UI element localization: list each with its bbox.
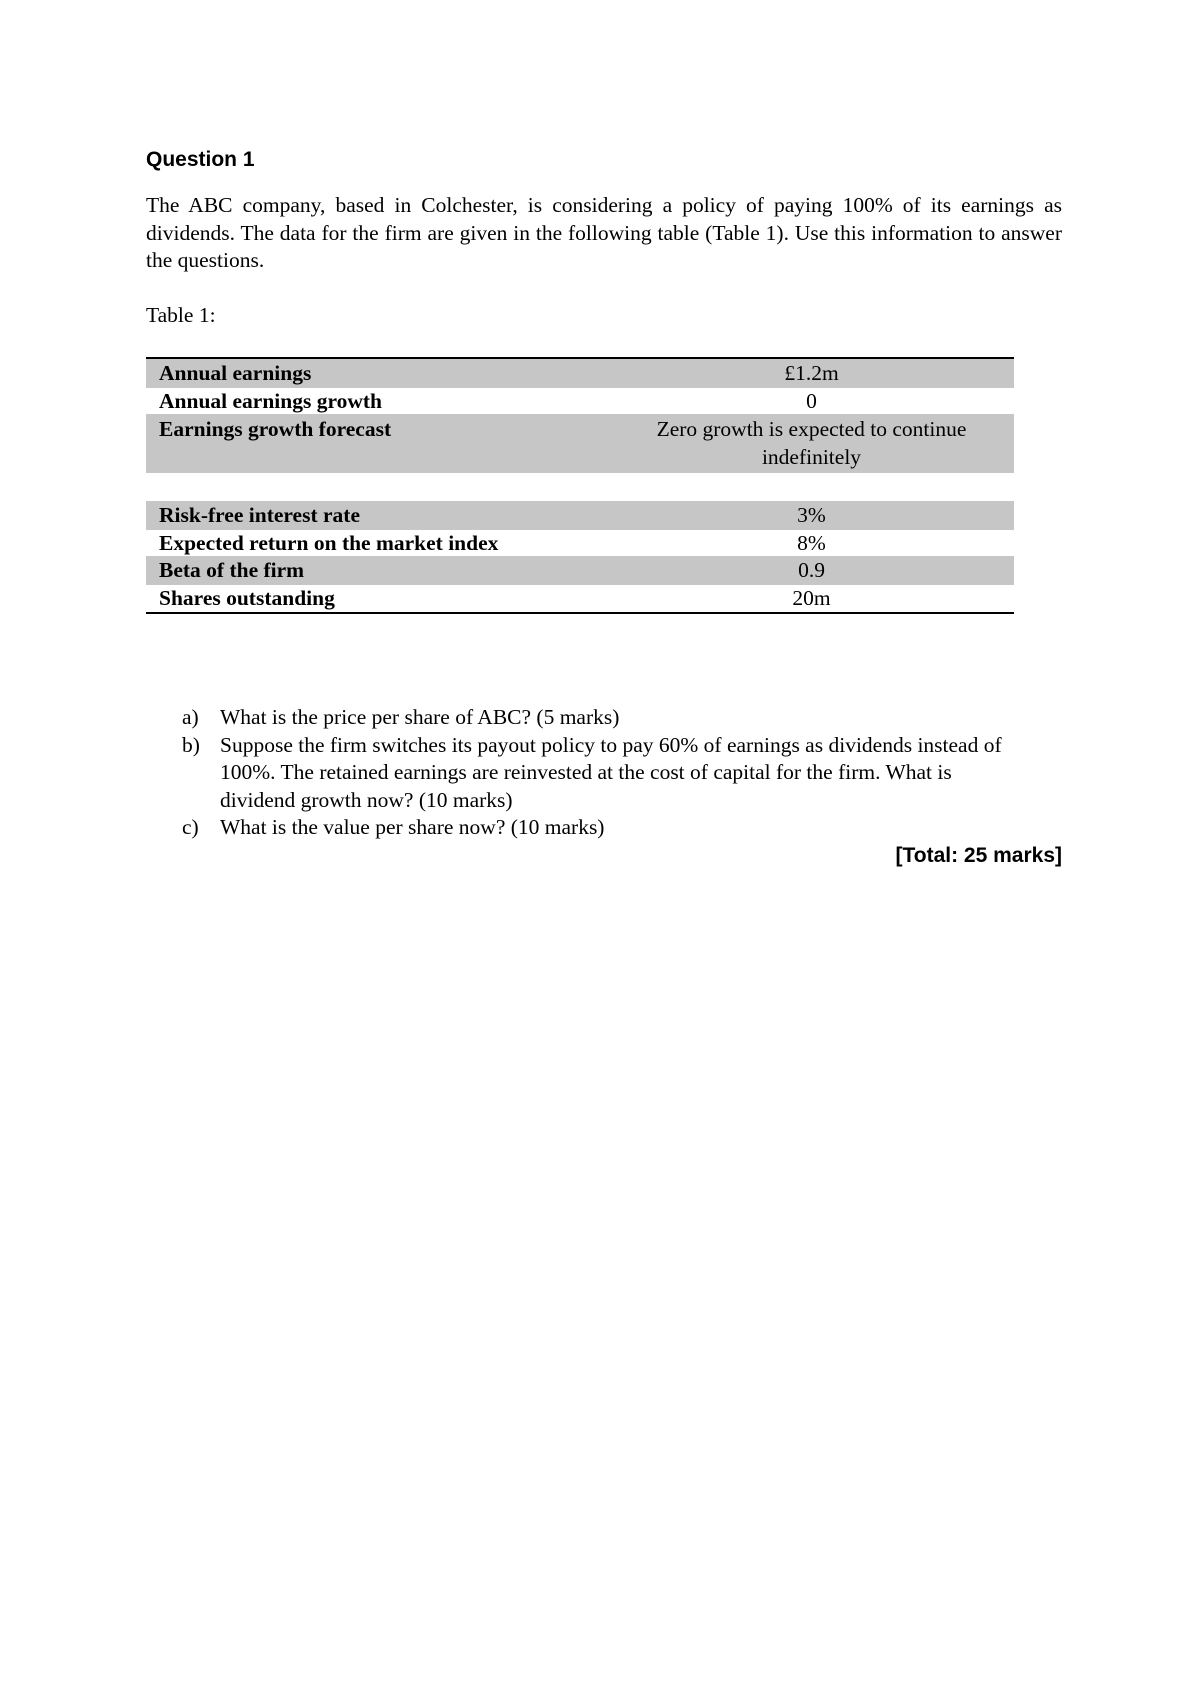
row-label: Shares outstanding [146, 585, 609, 613]
spacer-cell [146, 473, 609, 501]
part-label: b) [182, 732, 200, 757]
table-row [146, 414, 1014, 473]
part-text: Suppose the firm switches its payout policy to pay 60% of earnings as dividends instead of 100%. The retained earnings are reinvested at the cost of capital for the firm. What is dividend growth now? (10 marks) [220, 732, 1002, 812]
row-value: 8% [797, 531, 826, 555]
firm-data-table [146, 357, 1014, 614]
row-value: 0 [806, 389, 817, 413]
question-part [182, 732, 1002, 815]
table-row [146, 530, 1014, 556]
question-parts-list [182, 704, 1002, 842]
row-label: Annual earnings [146, 358, 609, 388]
table-caption: Table 1: [146, 303, 216, 327]
spacer-cell [609, 473, 1014, 501]
row-value-text: Zero growth is expected to continue indefinitely [656, 417, 967, 469]
table-row [146, 556, 1014, 585]
question-intro: The ABC company, based in Colchester, is considering a policy of paying 100% of its earnings as dividends. The data for the firm are given in the following table (Table 1). Use this information to answer the questions. [146, 193, 1062, 272]
part-text: What is the value per share now? (10 marks) [220, 815, 605, 839]
part-label: c) [182, 815, 199, 839]
row-label: Annual earnings growth [159, 389, 383, 413]
row-value: 20m [609, 585, 1014, 613]
total-marks: [Total: 25 marks] [895, 844, 1062, 867]
table-row [146, 585, 1014, 613]
part-text: What is the price per share of ABC? (5 marks) [220, 705, 620, 729]
table-row [146, 388, 1014, 414]
row-value: 0.9 [609, 556, 1014, 585]
row-label: Risk-free interest rate [146, 501, 609, 530]
row-label: Earnings growth forecast [146, 414, 609, 473]
row-value: £1.2m [609, 358, 1014, 388]
row-label: Expected return on the market index [159, 531, 499, 555]
table-row [146, 501, 1014, 530]
part-label: a) [182, 705, 199, 729]
row-label: Beta of the firm [146, 556, 609, 585]
table-row [146, 358, 1014, 388]
table-spacer-row [146, 473, 1014, 501]
question-part [182, 814, 1002, 842]
row-value [609, 414, 1014, 473]
row-value: 3% [609, 501, 1014, 530]
question-heading: Question 1 [146, 148, 255, 171]
question-part [182, 704, 1002, 732]
